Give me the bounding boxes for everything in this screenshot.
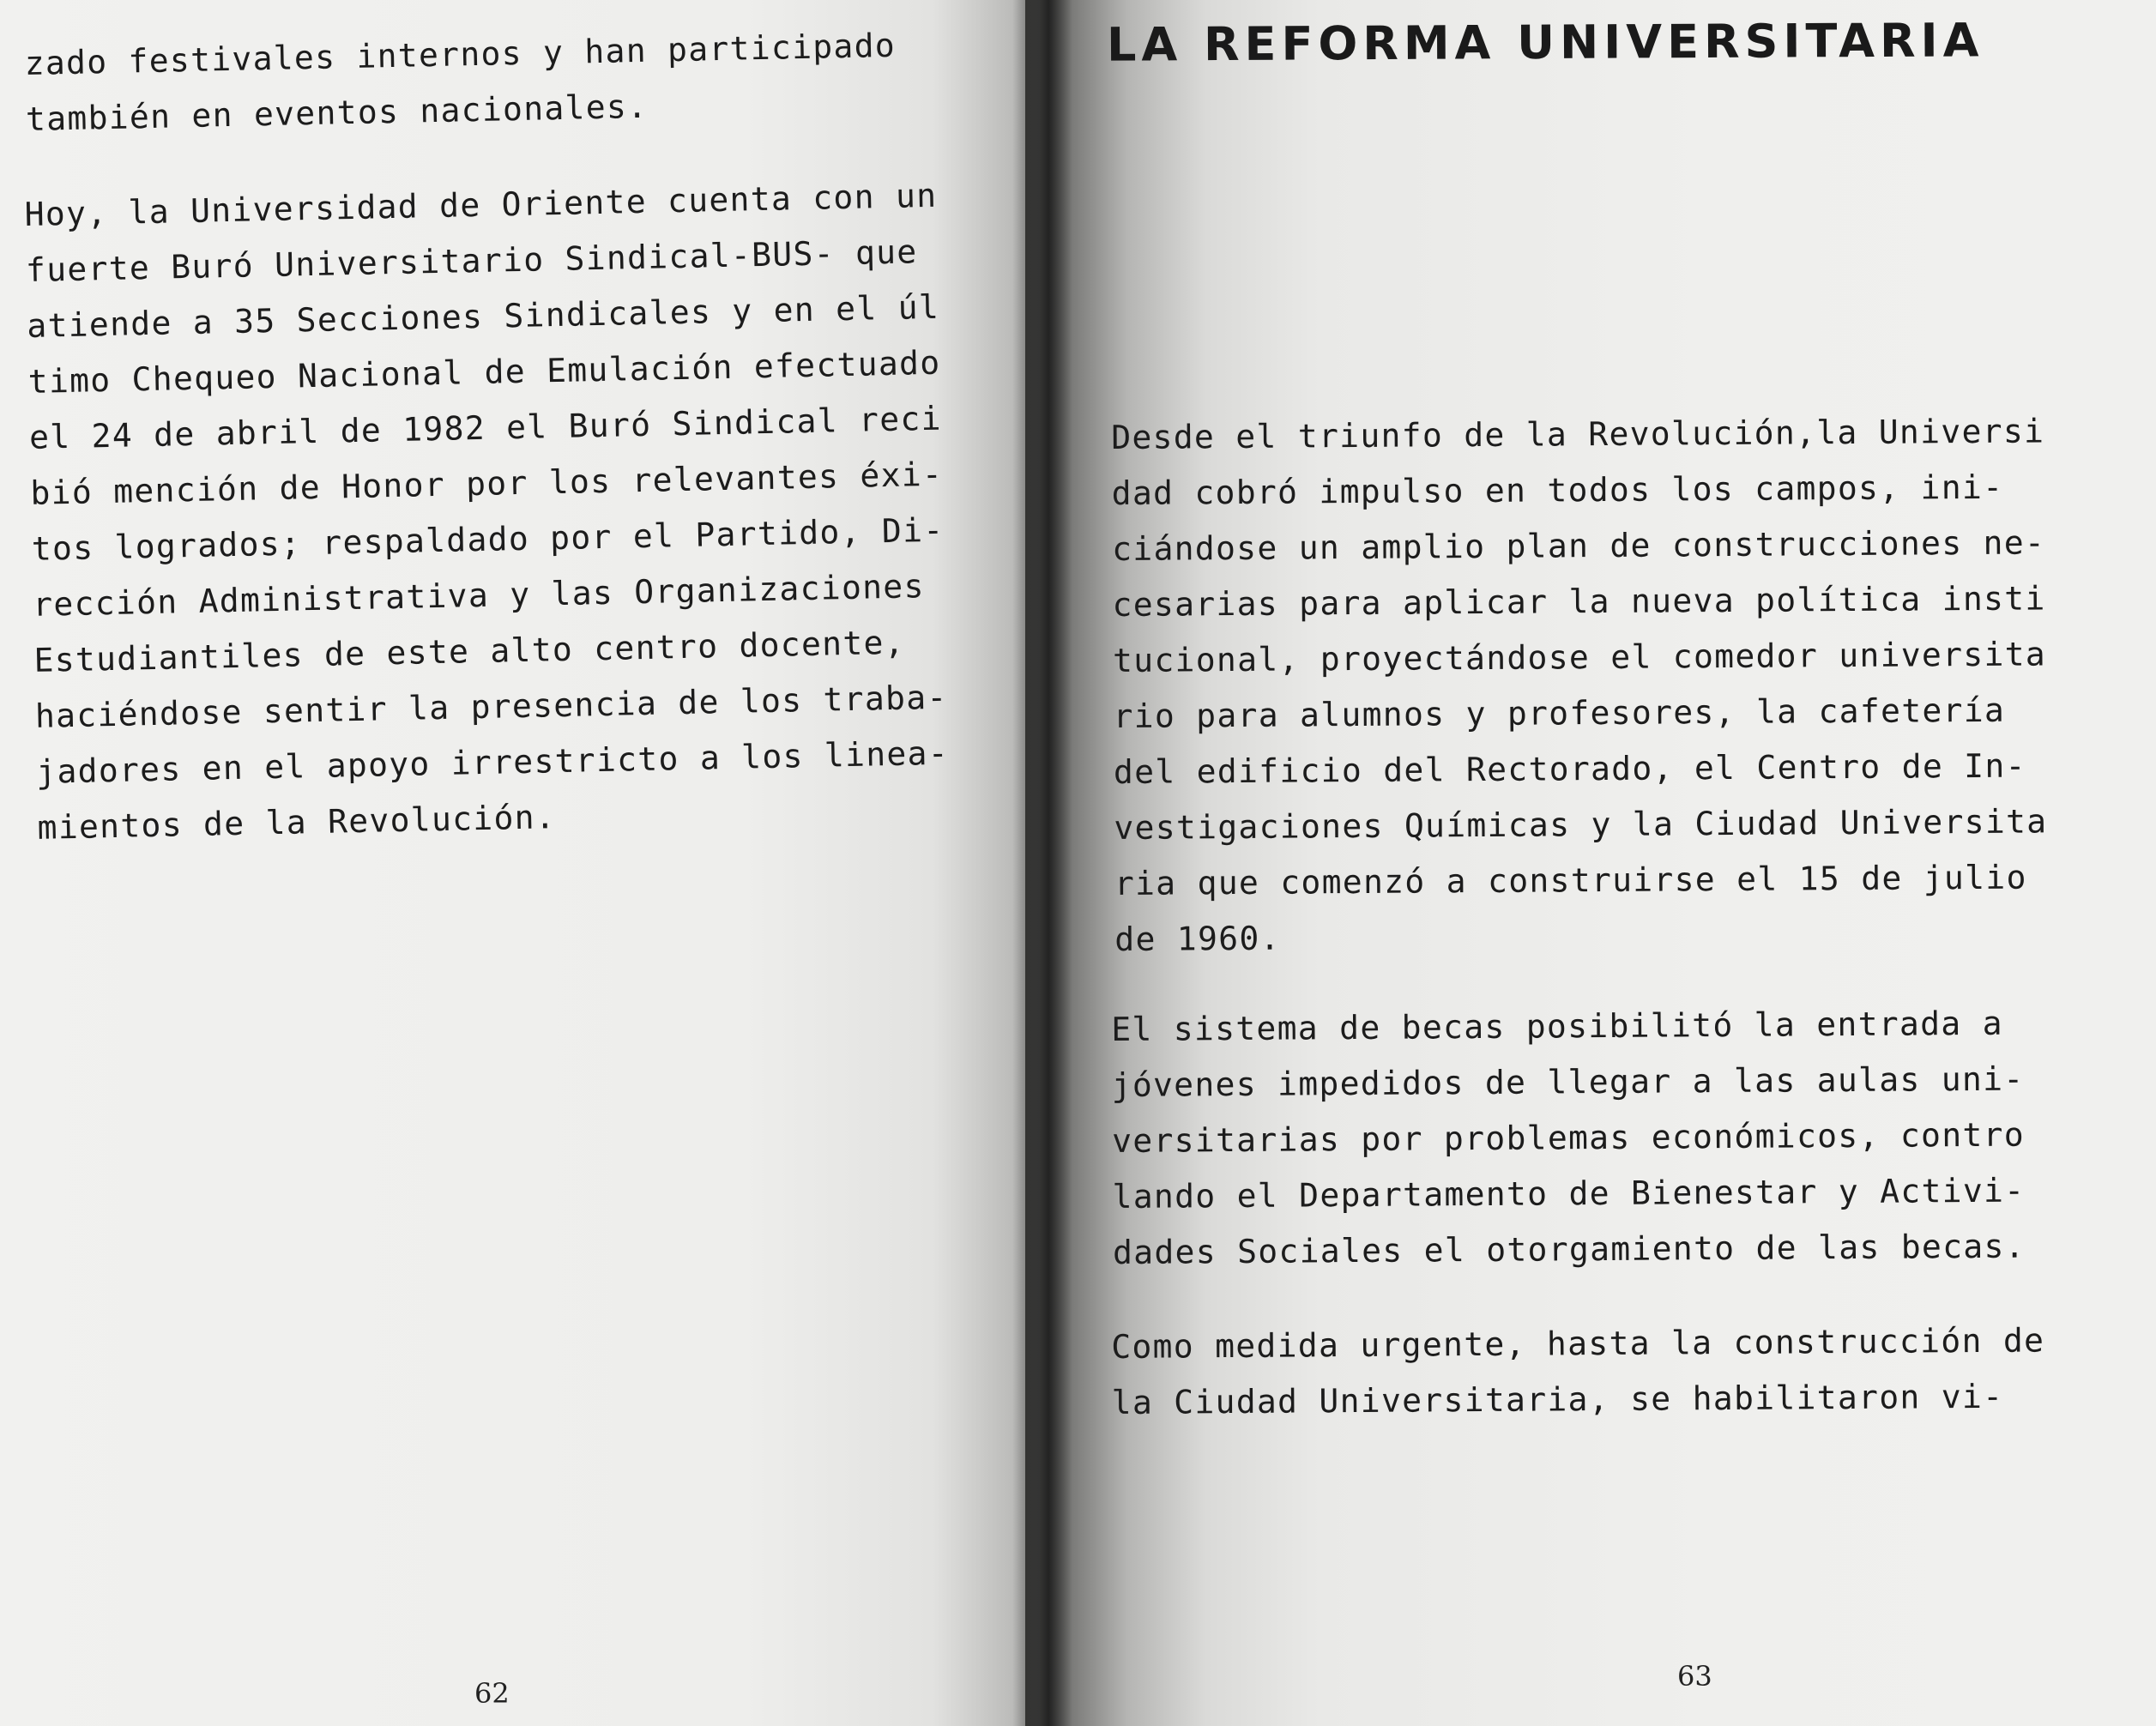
book-gutter-shadow (1012, 0, 1072, 1726)
right-paragraph-3: Como medida urgente, hasta la construcción de la Ciudad Universitaria, se habilitaron vi- (1111, 1321, 2045, 1421)
left-paragraph-1: zado festivales internos y han participado también en eventos nacionales. (24, 26, 897, 138)
chapter-title: LA REFORMA UNIVERSITARIA (1106, 13, 1984, 72)
right-paragraph-2: El sistema de becas posibilitó la entrada a jóvenes impedidos de llegar a las aulas uni- versitarias por problemas económicos, contro lando el Departamento de Bienestar y Activi- dades Sociales el otorgamiento de las becas. (1111, 1004, 2026, 1271)
right-page-number: 63 (1677, 1660, 1712, 1693)
right-paragraph-1: Desde el triunfo de la Revolución,la Universi dad cobró impulso en todos los campos, ini- ciándose un amplio plan de construcciones ne- cesarias para aplicar la nueva política insti tucional, proyectándose el comedor universita rio para alumnos y profesores, la cafetería del edificio del Rectorado, el Centro de In- vestigaciones Químicas y la Ciudad Universita ria que comenzó a construirse el 15 de julio de 1960. (1111, 412, 2048, 958)
left-paragraph-2: Hoy, la Universidad de Oriente cuenta con un fuerte Buró Universitario Sindical-BUS- que atiende a 35 Secciones Sindicales y en el úl timo Chequeo Nacional de Emulación efectuado el 24 de abril de 1982 el Buró Sindical reci bió mención de Honor por los relevantes éxi- tos logrados; respaldado por el Partido, Di- rección Administrativa y las Organizaciones Estudiantiles de este alto centro docente, haciéndose sentir la presencia de los traba- jadores en el apoyo irrestricto a los linea- mientos de la Revolución. (24, 176, 950, 847)
left-page (0, 0, 1060, 1726)
left-page-number: 62 (474, 1677, 510, 1710)
right-page (1025, 0, 2156, 1726)
